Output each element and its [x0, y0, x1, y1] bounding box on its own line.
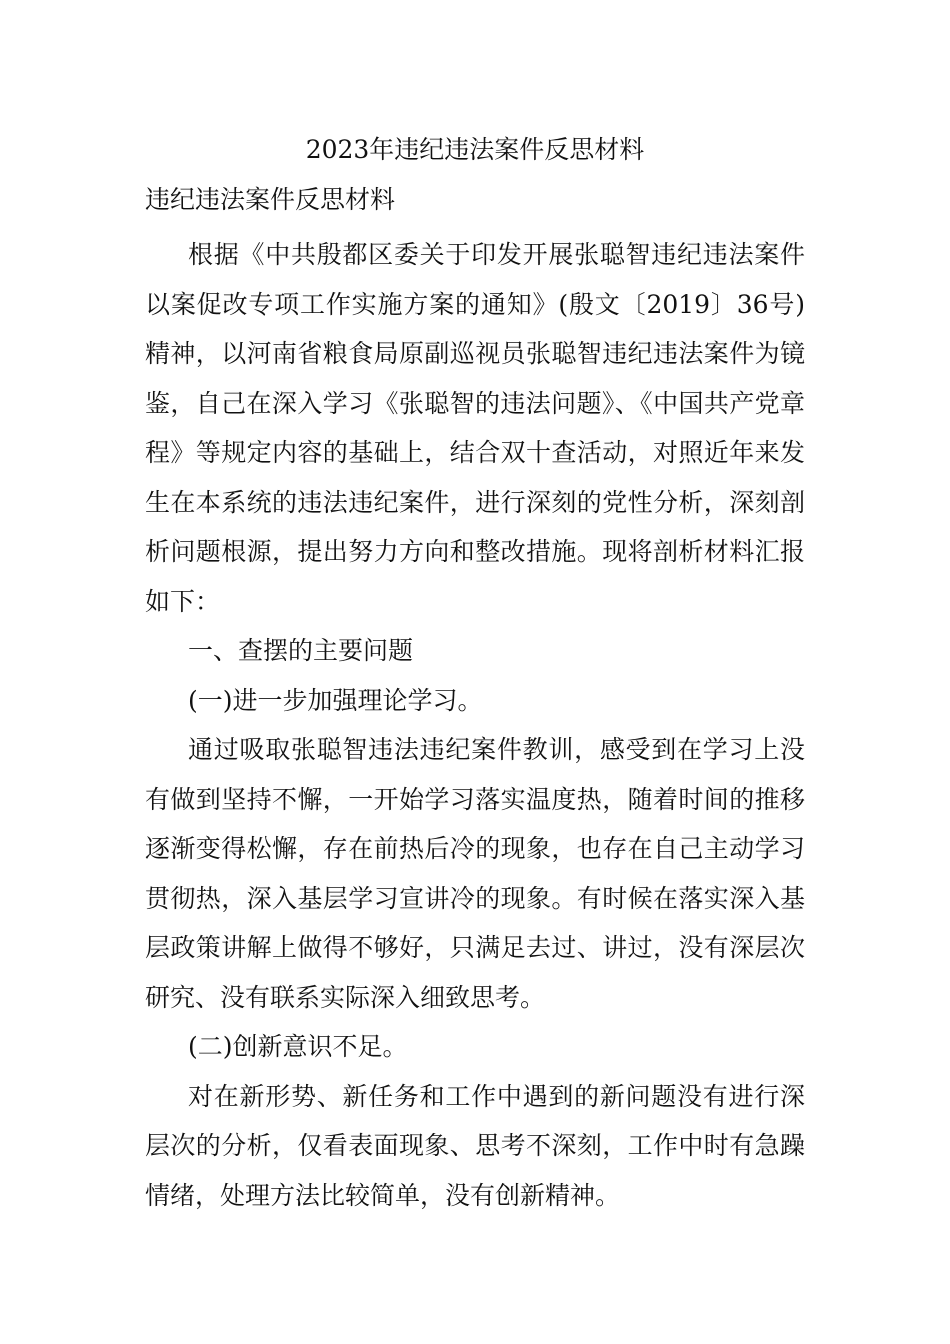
document-subtitle: 违纪违法案件反思材料	[145, 185, 396, 214]
intro-paragraph: 根据《中共殷都区委关于印发开展张聪智违纪违法案件以案促改专项工作实施方案的通知》(殷文〔2019〕36号)精神，以河南省粮食局原副巡视员张聪智违纪违法案件为镜鉴，自己在深入学习《张聪智的违法问题》、《中国共产党章程》等规定内容的基础上，结合双十查活动，对照近年来发生在本系统的违法违纪案件，进行深刻的党性分析，深刻剖析问题根源，提出努力方向和整改措施。现将剖析材料汇报如下：	[145, 240, 805, 616]
document-body	[145, 230, 805, 1220]
theory-study-paragraph: 通过吸取张聪智违法违纪案件教训，感受到在学习上没有做到坚持不懈，一开始学习落实温度热，随着时间的推移逐渐变得松懈，存在前热后冷的现象，也存在自己主动学习贯彻热，深入基层学习宣讲冷的现象。有时候在落实深入基层政策讲解上做得不够好，只满足去过、讲过，没有深层次研究、没有联系实际深入细致思考。	[145, 735, 805, 1012]
innovation-paragraph: 对在新形势、新任务和工作中遇到的新问题没有进行深层次的分析，仅看表面现象、思考不深刻，工作中时有急躁情绪，处理方法比较简单，没有创新精神。	[145, 1081, 805, 1210]
section-heading-main-problems: 一、查摆的主要问题	[188, 636, 414, 665]
subsection-heading-innovation: (二)创新意识不足。	[188, 1032, 408, 1061]
subsection-heading-theory-study: (一)进一步加强理论学习。	[188, 685, 483, 715]
document-title: 2023年违纪违法案件反思材料	[305, 135, 645, 164]
